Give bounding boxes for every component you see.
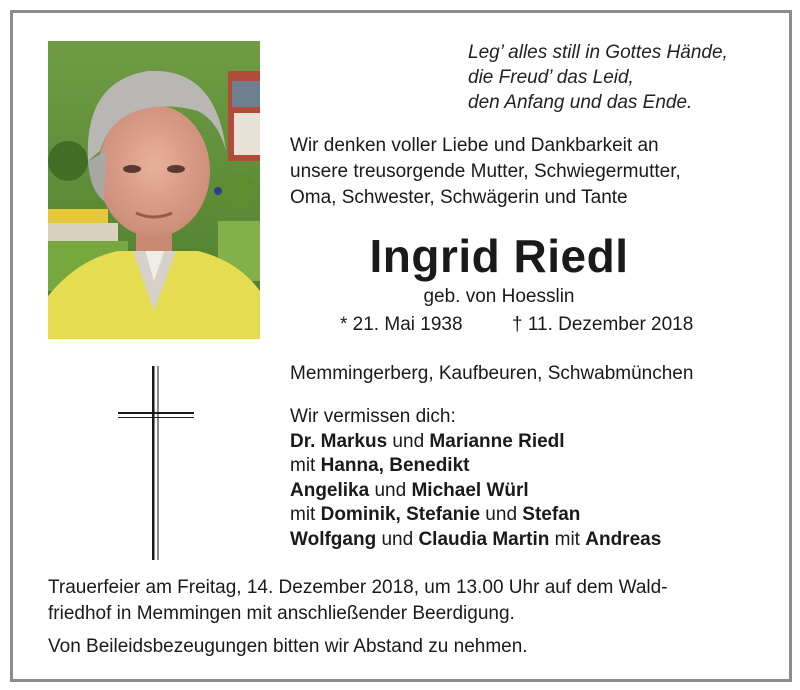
verse-line: die Freud’ das Leid, xyxy=(468,67,634,88)
birth-date: * 21. Mai 1938 xyxy=(340,314,463,335)
mourner-name: Dominik, Stefanie xyxy=(320,504,481,525)
portrait-photo xyxy=(48,41,260,339)
mourner-connector: und xyxy=(369,479,412,501)
mourner-name: Stefan xyxy=(522,504,581,525)
mourner-connector: und xyxy=(387,430,430,452)
intro-line: Oma, Schwester, Schwägerin und Tante xyxy=(290,187,628,208)
condolence-note: Von Beileidsbezeugungen bitten wir Abstand zu nehmen. xyxy=(48,636,528,657)
mourner-line xyxy=(290,528,770,553)
service-line: Trauerfeier am Freitag, 14. Dezember 2018, um 13.00 Uhr auf dem Wald- xyxy=(48,577,668,598)
verse-line: Leg’ alles still in Gottes Hände, xyxy=(468,42,728,63)
mourners-heading: Wir vermissen dich: xyxy=(290,406,456,427)
mourner-name: Michael Würl xyxy=(411,479,529,501)
intro-line: unsere treusorgende Mutter, Schwiegermutter, xyxy=(290,161,681,182)
mourner-connector: und xyxy=(480,504,523,525)
mourner-connector: mit xyxy=(549,528,586,550)
death-date: † 11. Dezember 2018 xyxy=(512,314,694,335)
verse-line: den Anfang und das Ende. xyxy=(468,92,693,113)
mourners xyxy=(290,405,770,552)
mourner-line xyxy=(290,454,770,479)
mourner-name: Andreas xyxy=(585,528,662,550)
mourner-connector: mit xyxy=(290,504,321,525)
deceased-name: Ingrid Riedl xyxy=(369,230,629,282)
intro-line: Wir denken voller Liebe und Dankbarkeit an xyxy=(290,135,659,156)
maiden-name: geb. von Hoesslin xyxy=(423,286,575,307)
cross-icon xyxy=(118,366,194,560)
intro-text xyxy=(290,133,770,211)
mourner-line xyxy=(290,430,770,455)
mourner-name: Marianne Riedl xyxy=(429,430,565,452)
mourner-name: Wolfgang xyxy=(290,528,377,550)
mourner-connector: mit xyxy=(290,455,321,476)
places: Memmingerberg, Kaufbeuren, Schwabmünchen xyxy=(290,363,694,384)
service-line: friedhof in Memmingen mit anschließender Beerdigung. xyxy=(48,603,515,624)
service-info xyxy=(48,575,768,627)
portrait-image xyxy=(48,41,260,339)
mourner-name: Hanna, Benedikt xyxy=(320,455,470,476)
mourner-line xyxy=(290,503,770,528)
mourner-name: Dr. Markus xyxy=(290,430,388,452)
mourner-name: Claudia Martin xyxy=(418,528,550,550)
mourner-connector: und xyxy=(376,528,419,550)
mourner-line xyxy=(290,479,770,504)
verse xyxy=(468,40,768,115)
mourner-name: Angelika xyxy=(290,479,370,501)
